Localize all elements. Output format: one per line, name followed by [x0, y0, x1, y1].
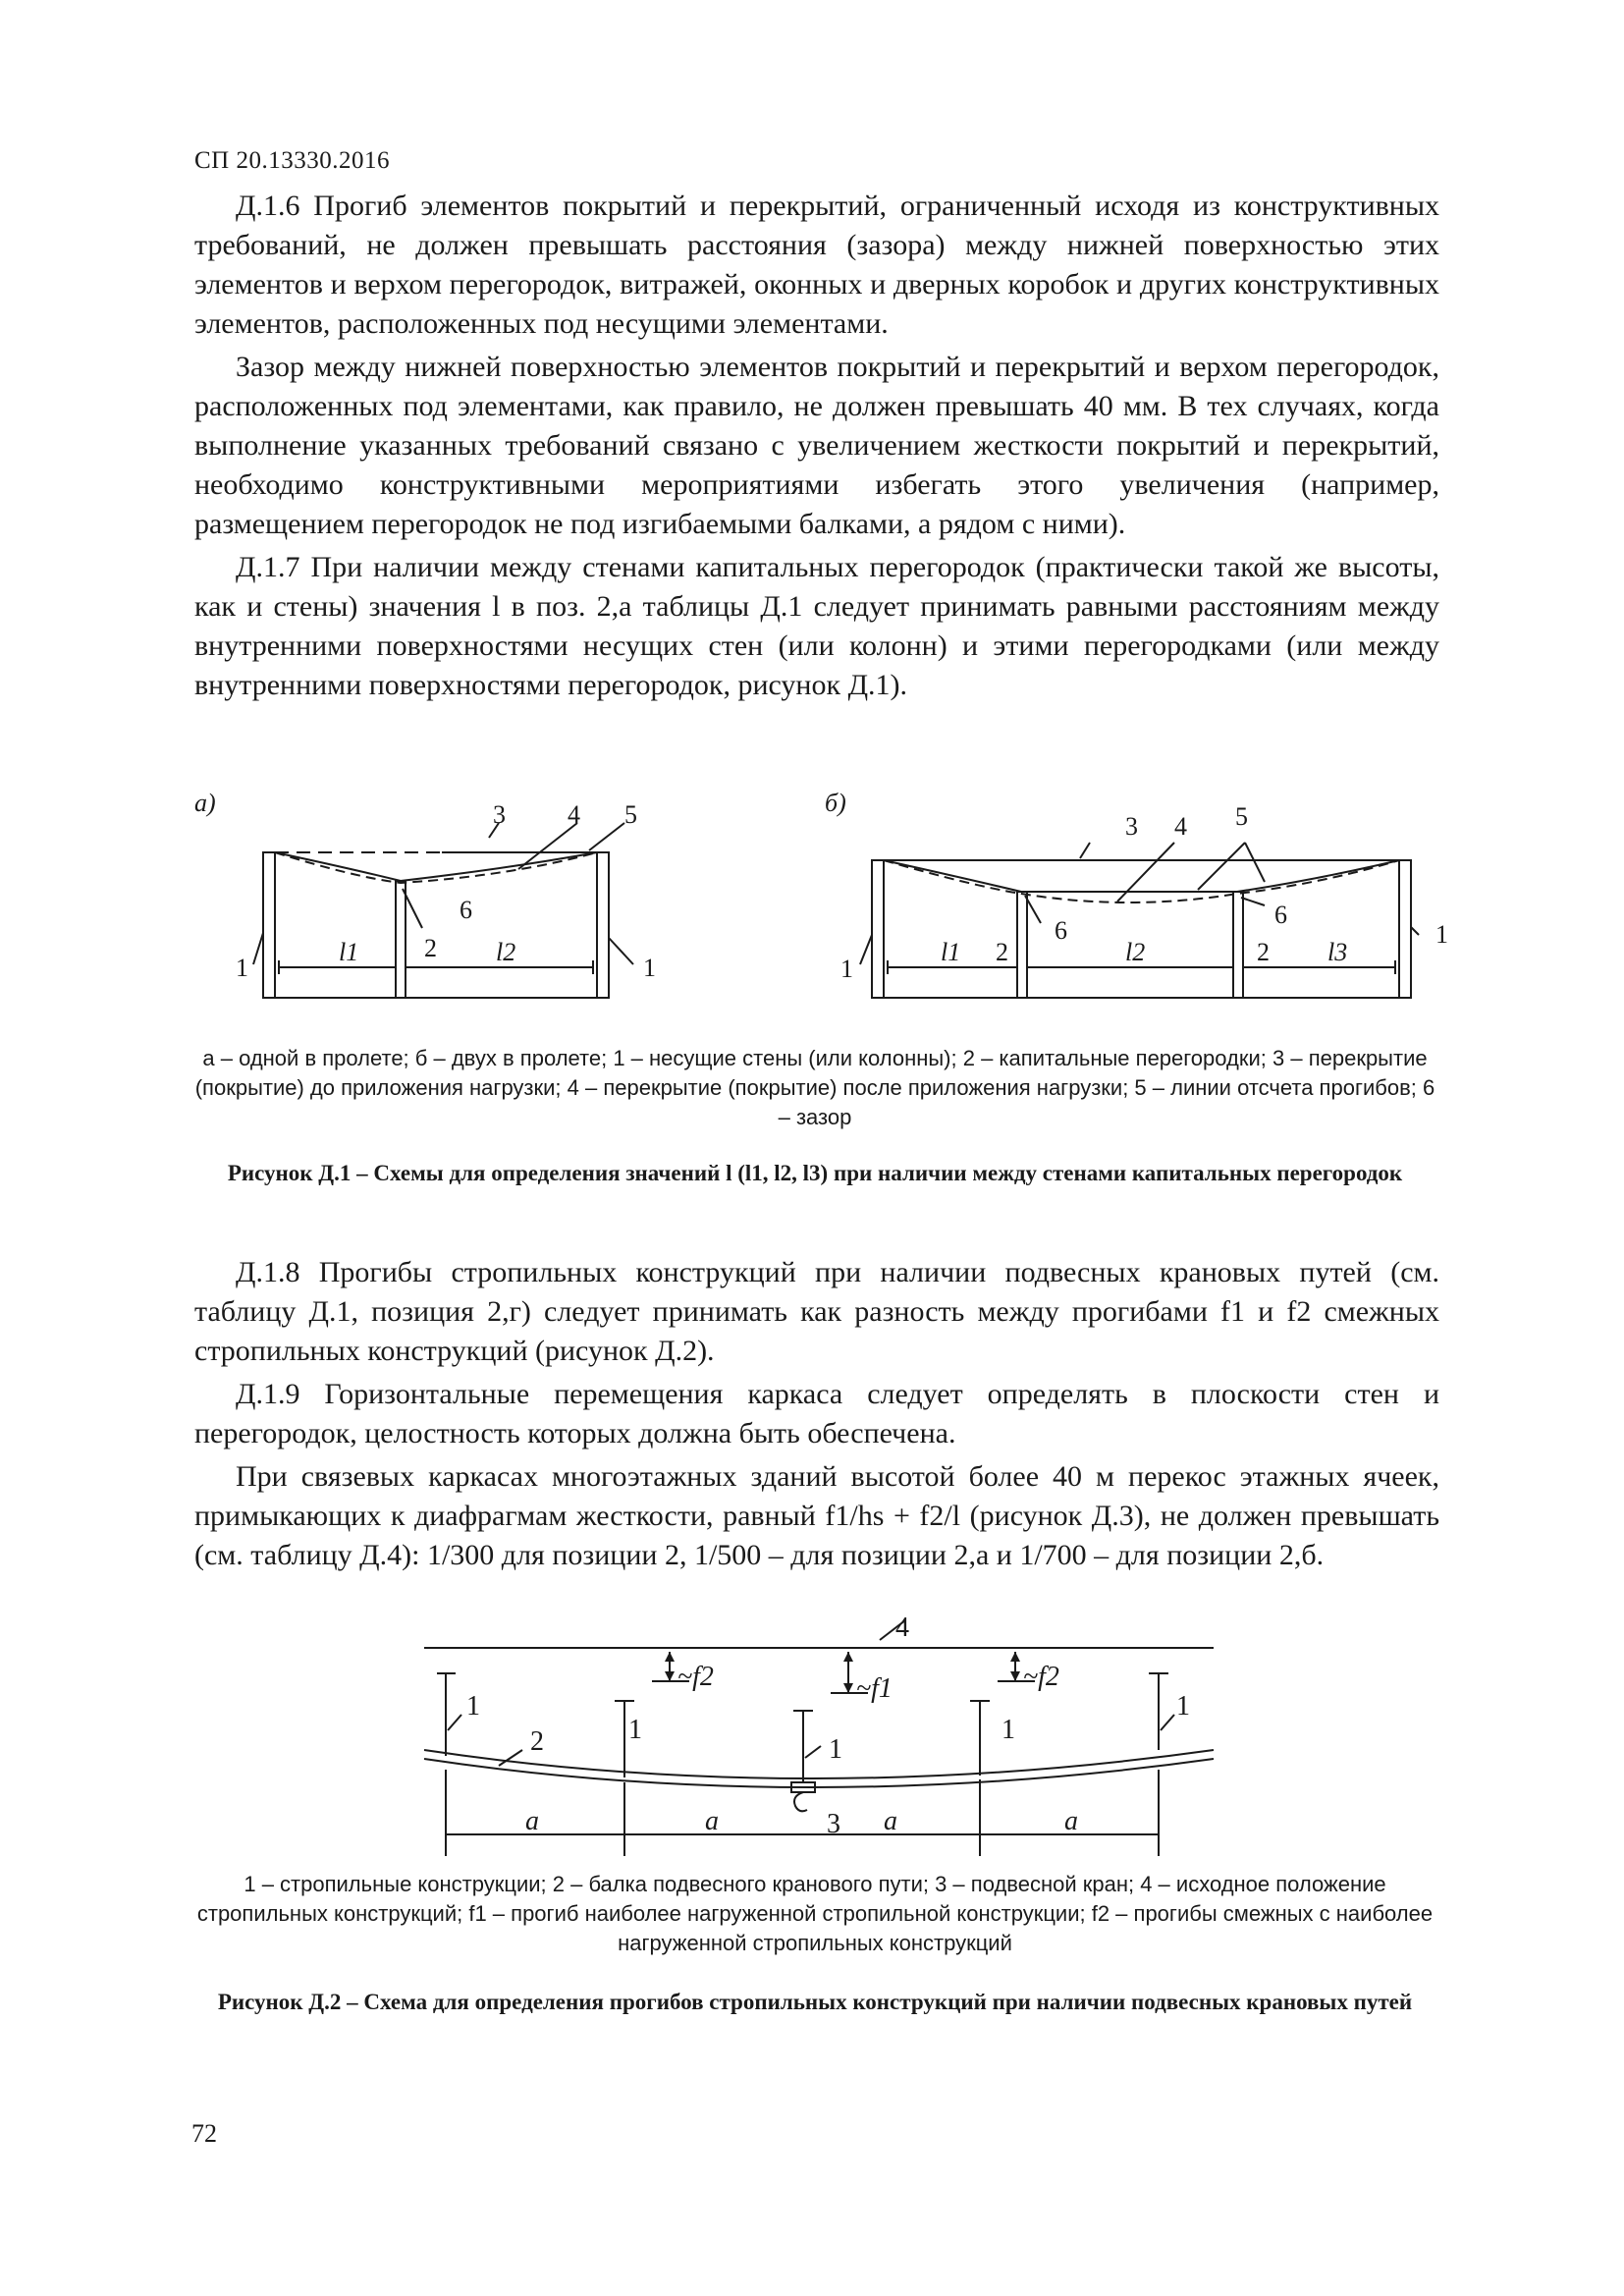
fig2-num1-e: 1	[1176, 1691, 1190, 1722]
fig2-num4: 4	[895, 1613, 909, 1643]
fig2-a-1: а	[525, 1806, 539, 1836]
paragraph-multistorey: При связевых каркасах многоэтажных зданий высотой более 40 м перекос этажных ячеек, примыкающих к диафрагмам жесткости, равный f1/hs + f2/l (рисунок Д.3), не должен превышать (см. таблицу Д.4): 1/300 для позиции 2, 1/500 – для позиции 2,а и 1/700 – для позиции 2,б.	[194, 1460, 1439, 1571]
fig1a-num6: 6	[460, 896, 472, 924]
fig1b-l2: l2	[1125, 938, 1146, 966]
fig2-num1-d: 1	[1001, 1715, 1015, 1745]
fig1b-num1-left: 1	[840, 955, 853, 983]
page-number: 72	[191, 2119, 217, 2148]
fig1a-num1-right: 1	[643, 954, 656, 982]
fig2-f2-left: ~f2	[677, 1662, 714, 1692]
paragraph-gap: Зазор между нижней поверхностью элементов покрытий и перекрытий и верхом перегородок, расположенных под элементами, как правило, не должен превышать 40 мм. В тех случаях, когда выполнение указанных требований связано с увеличением жесткости покрытий и перекрытий, необходимо конструктивными мероприятиями избегать этого увеличения (например, размещением перегородок не под изгибаемыми балками, а рядом с ними).	[194, 351, 1439, 540]
fig1b-num5: 5	[1235, 802, 1248, 831]
fig1b-num6-right: 6	[1274, 901, 1287, 929]
figure-d1-title: Рисунок Д.1 – Схемы для определения значений l (l1, l2, l3) при наличии между стенами капитальных перегородок	[227, 1161, 1403, 1185]
text-block-1	[194, 187, 1439, 705]
figure-d2-caption: 1 – стропильные конструкции; 2 – балка подвесного кранового пути; 3 – подвесной кран; 4 – исходное положение стропильных конструкций; f1 – прогиб наиболее нагруженной стропильной конструкции; f2 – прогибы смежных с наиболее нагруженной стропильных конструкций	[196, 1872, 1434, 1955]
figure-d2-title: Рисунок Д.2 – Схема для определения прогибов стропильных конструкций при наличии подвесных крановых путей	[217, 1990, 1413, 2014]
fig2-num3: 3	[827, 1809, 840, 1839]
fig2-a-4: а	[1064, 1806, 1078, 1836]
fig2-num1-c: 1	[829, 1734, 842, 1765]
fig1b-num3: 3	[1125, 812, 1138, 841]
figure-d1-caption: а – одной в пролете; б – двух в пролете; 1 – несущие стены (или колонны); 2 – капитальные перегородки; 3 – перекрытие (покрытие) до приложения нагрузки; 4 – перекрытие (покрытие) после приложения нагрузки; 5 – линии отсчета прогибов; 6 – зазор	[194, 1046, 1435, 1129]
fig1-label-a: а)	[194, 789, 216, 817]
paragraph-d-1-7: Д.1.7 При наличии между стенами капитальных перегородок (практически такой же высоты, как и стены) значения l в поз. 2,а таблицы Д.1 следует принимать равными расстояниям между внутренними поверхностями несущих стен (или колонн) и этими перегородками (или между внутренними поверхностями перегородок, рисунок Д.1).	[194, 551, 1439, 701]
fig1a-num2: 2	[424, 934, 437, 962]
fig1a-num1-left: 1	[236, 954, 248, 982]
paragraph-d-1-6: Д.1.6 Прогиб элементов покрытий и перекрытий, ограниченный исходя из конструктивных требований, не должен превышать расстояния (зазора) между нижней поверхностью этих элементов и верхом перегородок, витражей, оконных и дверных коробок и других конструктивных элементов, расположенных под несущими элементами.	[194, 190, 1439, 340]
fig1b-num4: 4	[1174, 812, 1187, 841]
fig1b-num2-left: 2	[996, 938, 1008, 966]
fig2-num1-a: 1	[466, 1691, 480, 1722]
fig2-num2: 2	[530, 1726, 544, 1757]
figure-d1-diagram	[0, 776, 1624, 1031]
fig1b-num6-left: 6	[1055, 916, 1067, 945]
fig1a-l2: l2	[496, 938, 516, 966]
paragraph-d-1-9: Д.1.9 Горизонтальные перемещения каркаса следует определять в плоскости стен и перегородок, целостность которых должна быть обеспечена.	[194, 1378, 1439, 1449]
fig2-f2-right: ~f2	[1023, 1662, 1059, 1692]
fig2-num1-b: 1	[628, 1715, 642, 1745]
fig1a-l1: l1	[339, 938, 359, 966]
fig1a-num5: 5	[624, 800, 637, 829]
fig1b-l1: l1	[941, 938, 961, 966]
fig2-a-3: а	[884, 1806, 897, 1836]
fig1b-num2-right: 2	[1257, 938, 1270, 966]
text-block-2	[194, 1253, 1439, 1575]
paragraph-d-1-8: Д.1.8 Прогибы стропильных конструкций при наличии подвесных крановых путей (см. таблицу Д.1, позиция 2,г) следует принимать как разность между прогибами f1 и f2 смежных стропильных конструкций (рисунок Д.2).	[194, 1256, 1439, 1367]
fig1-label-b: б)	[825, 789, 846, 817]
document-code: СП 20.13330.2016	[194, 147, 390, 174]
fig2-f1: ~f1	[856, 1673, 893, 1704]
figure-d2-diagram	[0, 1611, 1624, 1866]
fig1b-num1-right: 1	[1435, 920, 1448, 949]
fig2-a-2: а	[705, 1806, 719, 1836]
fig1b-l3: l3	[1327, 938, 1348, 966]
fig1a-num3: 3	[493, 800, 506, 829]
fig1a-num4: 4	[568, 800, 580, 829]
